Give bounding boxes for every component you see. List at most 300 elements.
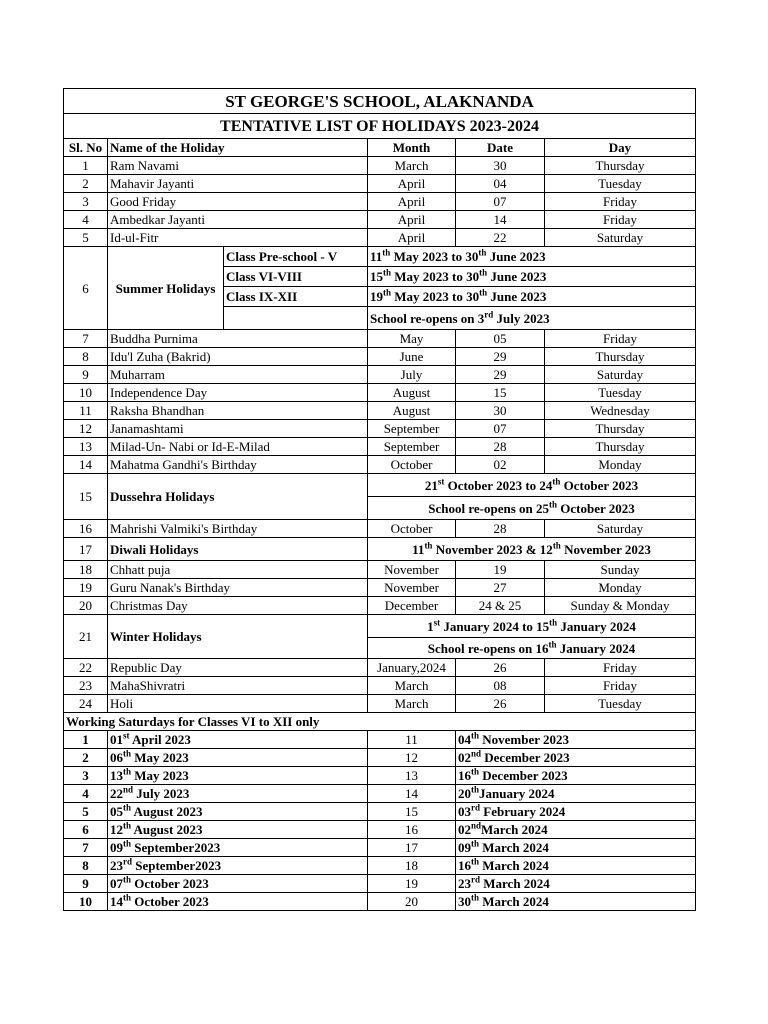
school-name: ST GEORGE'S SCHOOL, ALAKNANDA [64, 89, 696, 114]
ordinal-suffix: th [479, 267, 488, 278]
day-number: 07 [110, 876, 123, 891]
holiday-date: 19 [456, 561, 545, 579]
holiday-name: MahaShivratri [108, 677, 368, 695]
working-no: 11 [368, 731, 456, 749]
ordinal-suffix: st [437, 476, 445, 487]
working-date [108, 731, 368, 749]
working-no: 13 [368, 767, 456, 785]
holiday-date: 30 [456, 157, 545, 175]
working-saturday-row [64, 821, 696, 839]
ordinal-suffix: th [471, 784, 480, 795]
holiday-day: Sunday [545, 561, 696, 579]
holiday-month: November [368, 561, 456, 579]
ordinal-suffix: th [549, 617, 558, 628]
range-text: June 2023 [486, 249, 546, 264]
working-no: 17 [368, 839, 456, 857]
sl-no: 12 [64, 420, 108, 438]
working-date [108, 749, 368, 767]
working-no: 7 [64, 839, 108, 857]
holiday-month: April [368, 193, 456, 211]
working-no: 19 [368, 875, 456, 893]
ordinal-suffix: rd [471, 874, 480, 885]
sl-no: 17 [64, 538, 108, 561]
working-date [456, 821, 696, 839]
holiday-name: Mahavir Jayanti [108, 175, 368, 193]
holiday-name: Dussehra Holidays [108, 474, 368, 520]
holiday-date: 07 [456, 420, 545, 438]
sl-no: 6 [64, 247, 108, 330]
sl-no: 7 [64, 330, 108, 348]
holiday-row [64, 597, 696, 615]
holiday-document [63, 88, 695, 911]
ordinal-suffix: nd [471, 820, 482, 831]
ordinal-suffix: th [471, 838, 480, 849]
holiday-month: April [368, 175, 456, 193]
working-saturday-row [64, 731, 696, 749]
ordinal-suffix: th [552, 476, 561, 487]
holiday-day: Saturday [545, 520, 696, 538]
summer-date-range [368, 247, 696, 267]
working-date [456, 767, 696, 785]
holiday-name: Mahrishi Valmiki's Birthday [108, 520, 368, 538]
holiday-row [64, 520, 696, 538]
holiday-day: Saturday [545, 229, 696, 247]
working-date [108, 785, 368, 803]
sl-no: 24 [64, 695, 108, 713]
holiday-row [64, 330, 696, 348]
range-text: October 2023 to 24 [444, 477, 553, 493]
holiday-date: 15 [456, 384, 545, 402]
day-number: 22 [110, 786, 123, 801]
day-number: 23 [110, 858, 123, 873]
day-number: 02 [458, 750, 471, 765]
range-text: May 2023 to 30 [391, 269, 480, 284]
holiday-month: August [368, 384, 456, 402]
working-saturday-row [64, 839, 696, 857]
day-number: 13 [110, 768, 123, 783]
range-text: May 2023 to 30 [391, 289, 480, 304]
holiday-month: May [368, 330, 456, 348]
working-no: 9 [64, 875, 108, 893]
holiday-name: Independence Day [108, 384, 368, 402]
holiday-date: 28 [456, 438, 545, 456]
day-number: 03 [458, 804, 471, 819]
working-saturday-row [64, 803, 696, 821]
holiday-date: 29 [456, 348, 545, 366]
holiday-row [64, 402, 696, 420]
holiday-month: August [368, 402, 456, 420]
holiday-date: 26 [456, 659, 545, 677]
range-text: October 2023 [560, 477, 639, 493]
holiday-date: 07 [456, 193, 545, 211]
ordinal-suffix: nd [471, 748, 482, 759]
holiday-row [64, 579, 696, 597]
working-saturday-row [64, 749, 696, 767]
diwali-row [64, 538, 696, 561]
sl-no: 16 [64, 520, 108, 538]
ordinal-suffix: th [123, 766, 132, 777]
sl-no: 23 [64, 677, 108, 695]
sl-no: 21 [64, 615, 108, 659]
date-text: January 2024 [479, 786, 555, 801]
reopen-text: January 2024 [556, 640, 636, 656]
holiday-day: Friday [545, 677, 696, 695]
range-text: November 2023 & 12 [432, 541, 553, 557]
sl-no: 4 [64, 211, 108, 229]
holiday-day: Monday [545, 456, 696, 474]
holiday-table [63, 88, 696, 911]
date-text: May 2023 [131, 750, 189, 765]
summer-date-range [368, 267, 696, 287]
date-text: March 2024 [480, 876, 550, 891]
holiday-name: Summer Holidays [108, 247, 224, 330]
holiday-row [64, 175, 696, 193]
holiday-date: 22 [456, 229, 545, 247]
holiday-date: 14 [456, 211, 545, 229]
sl-no: 13 [64, 438, 108, 456]
ordinal-suffix: th [123, 820, 132, 831]
ordinal-suffix: th [123, 802, 132, 813]
summer-date-range [368, 287, 696, 307]
ordinal-suffix: th [471, 856, 480, 867]
day-number: 21 [424, 477, 438, 493]
holiday-row [64, 229, 696, 247]
school-reopen [368, 638, 696, 659]
working-date [456, 749, 696, 767]
range-text: January 2024 to 15 [440, 618, 550, 634]
day-number: 15 [370, 269, 383, 284]
sl-no: 3 [64, 193, 108, 211]
holiday-row [64, 384, 696, 402]
sl-no: 14 [64, 456, 108, 474]
ordinal-suffix: th [383, 287, 392, 298]
sl-no: 9 [64, 366, 108, 384]
dussehra-date-range [368, 474, 696, 497]
holiday-day: Friday [545, 330, 696, 348]
ordinal-suffix: nd [123, 784, 134, 795]
date-text: March 2024 [481, 822, 548, 837]
school-reopen [368, 307, 696, 330]
date-text: September2023 [131, 840, 221, 855]
date-text: July 2023 [133, 786, 190, 801]
holiday-date: 05 [456, 330, 545, 348]
date-text: December 2023 [481, 750, 570, 765]
holiday-month: July [368, 366, 456, 384]
holiday-name: Raksha Bhandhan [108, 402, 368, 420]
ordinal-suffix: st [433, 617, 441, 628]
holiday-day: Thursday [545, 348, 696, 366]
working-date [108, 875, 368, 893]
ordinal-suffix: th [548, 499, 557, 510]
working-date [456, 731, 696, 749]
holiday-row [64, 659, 696, 677]
date-text: August 2023 [131, 822, 203, 837]
range-text: June 2023 [487, 289, 547, 304]
working-no: 15 [368, 803, 456, 821]
holiday-month: March [368, 695, 456, 713]
day-number: 16 [458, 858, 471, 873]
working-saturdays-title: Working Saturdays for Classes VI to XII only [64, 713, 696, 731]
holiday-month: November [368, 579, 456, 597]
dussehra-row [64, 474, 696, 497]
header-date: Date [456, 139, 545, 157]
working-date [108, 803, 368, 821]
holiday-day: Tuesday [545, 695, 696, 713]
holiday-month: April [368, 211, 456, 229]
working-date [456, 803, 696, 821]
ordinal-suffix: th [471, 766, 480, 777]
working-no: 18 [368, 857, 456, 875]
sl-no: 22 [64, 659, 108, 677]
holiday-date: 30 [456, 402, 545, 420]
day-number: 23 [458, 876, 471, 891]
holiday-name: Good Friday [108, 193, 368, 211]
holiday-name: Guru Nanak's Birthday [108, 579, 368, 597]
holiday-day: Wednesday [545, 402, 696, 420]
holiday-month: March [368, 677, 456, 695]
day-number: 19 [370, 289, 383, 304]
date-text: March 2024 [479, 858, 549, 873]
header-sl-no: Sl. No [64, 139, 108, 157]
header-day: Day [545, 139, 696, 157]
day-number: 16 [458, 768, 471, 783]
holiday-name: Christmas Day [108, 597, 368, 615]
date-text: November 2023 [479, 732, 570, 747]
school-reopen [368, 497, 696, 520]
working-saturdays-title-row [64, 713, 696, 731]
holiday-name: Republic Day [108, 659, 368, 677]
working-no: 16 [368, 821, 456, 839]
sl-no: 11 [64, 402, 108, 420]
holiday-day: Monday [545, 579, 696, 597]
holiday-date: 04 [456, 175, 545, 193]
holiday-name: Ambedkar Jayanti [108, 211, 368, 229]
working-no: 6 [64, 821, 108, 839]
working-no: 20 [368, 893, 456, 911]
holiday-day: Saturday [545, 366, 696, 384]
holiday-month: December [368, 597, 456, 615]
holiday-row [64, 193, 696, 211]
holiday-month: September [368, 420, 456, 438]
ordinal-suffix: rd [484, 309, 494, 320]
holiday-day: Friday [545, 211, 696, 229]
date-text: February 2024 [480, 804, 566, 819]
class-group: Class Pre-school - V [224, 247, 368, 267]
ordinal-suffix: th [479, 287, 488, 298]
summer-holiday-row [64, 247, 696, 267]
range-text: November 2023 [560, 541, 651, 557]
sl-no: 19 [64, 579, 108, 597]
working-saturday-row [64, 893, 696, 911]
holiday-date: 08 [456, 677, 545, 695]
working-saturday-row [64, 785, 696, 803]
day-number: 11 [370, 249, 383, 264]
date-text: May 2023 [131, 768, 189, 783]
holiday-name: Winter Holidays [108, 615, 368, 659]
ordinal-suffix: th [383, 267, 392, 278]
working-no: 1 [64, 731, 108, 749]
range-text: May 2023 to 30 [390, 249, 479, 264]
holiday-row [64, 211, 696, 229]
holiday-month: January,2024 [368, 659, 456, 677]
day-number: 20 [458, 786, 471, 801]
holiday-month: October [368, 456, 456, 474]
date-text: March 2024 [479, 840, 549, 855]
working-date [456, 839, 696, 857]
holiday-row [64, 366, 696, 384]
holiday-day: Friday [545, 193, 696, 211]
working-no: 12 [368, 749, 456, 767]
reopen-text: July 2023 [493, 310, 550, 326]
holiday-name: Muharram [108, 366, 368, 384]
working-date [108, 839, 368, 857]
winter-date-range [368, 615, 696, 638]
day-number: 11 [412, 541, 425, 557]
working-date [108, 857, 368, 875]
ordinal-suffix: th [123, 892, 132, 903]
list-title: TENTATIVE LIST OF HOLIDAYS 2023-2024 [64, 114, 696, 139]
holiday-row [64, 695, 696, 713]
holiday-name: Id-ul-Fitr [108, 229, 368, 247]
working-saturday-row [64, 875, 696, 893]
holiday-date: 27 [456, 579, 545, 597]
header-month: Month [368, 139, 456, 157]
holiday-row [64, 157, 696, 175]
working-no: 10 [64, 893, 108, 911]
ordinal-suffix: rd [123, 856, 132, 867]
winter-row [64, 615, 696, 638]
working-date [456, 785, 696, 803]
ordinal-suffix: th [471, 730, 480, 741]
ordinal-suffix: th [123, 874, 132, 885]
sl-no: 20 [64, 597, 108, 615]
ordinal-suffix: st [123, 730, 130, 741]
day-number: 01 [110, 732, 123, 747]
range-text: January 2024 [557, 618, 636, 634]
holiday-day: Thursday [545, 157, 696, 175]
ordinal-suffix: rd [471, 802, 480, 813]
working-saturday-row [64, 767, 696, 785]
working-date [456, 857, 696, 875]
ordinal-suffix: th [552, 540, 561, 551]
holiday-day: Thursday [545, 438, 696, 456]
day-number: 05 [110, 804, 123, 819]
holiday-day: Tuesday [545, 175, 696, 193]
ordinal-suffix: th [471, 892, 480, 903]
sl-no: 5 [64, 229, 108, 247]
holiday-month: October [368, 520, 456, 538]
day-number: 12 [110, 822, 123, 837]
ordinal-suffix: th [123, 748, 132, 759]
holiday-row [64, 420, 696, 438]
holiday-row [64, 348, 696, 366]
day-number: 06 [110, 750, 123, 765]
reopen-text: School re-opens on 16 [427, 640, 549, 656]
day-number: 30 [458, 894, 471, 909]
working-no: 2 [64, 749, 108, 767]
working-date [108, 767, 368, 785]
holiday-month: September [368, 438, 456, 456]
holiday-day: Tuesday [545, 384, 696, 402]
ordinal-suffix: th [123, 838, 132, 849]
date-text: October 2023 [131, 894, 209, 909]
empty-cell [224, 307, 368, 330]
holiday-date: 29 [456, 366, 545, 384]
diwali-dates [368, 538, 696, 561]
day-number: 09 [458, 840, 471, 855]
holiday-month: June [368, 348, 456, 366]
day-number: 14 [110, 894, 123, 909]
header-holiday-name: Name of the Holiday [108, 139, 368, 157]
ordinal-suffix: th [382, 247, 391, 258]
holiday-name: Holi [108, 695, 368, 713]
ordinal-suffix: th [478, 247, 487, 258]
working-saturday-row [64, 857, 696, 875]
holiday-date: 24 & 25 [456, 597, 545, 615]
reopen-text: School re-opens on 3 [370, 310, 485, 326]
holiday-day: Sunday & Monday [545, 597, 696, 615]
holiday-month: April [368, 229, 456, 247]
sl-no: 1 [64, 157, 108, 175]
working-no: 5 [64, 803, 108, 821]
holiday-name: Chhatt puja [108, 561, 368, 579]
holiday-name: Janamashtami [108, 420, 368, 438]
holiday-date: 26 [456, 695, 545, 713]
reopen-text: October 2023 [557, 500, 635, 516]
working-date [108, 893, 368, 911]
day-number: 09 [110, 840, 123, 855]
holiday-name: Diwali Holidays [108, 538, 368, 561]
working-date [456, 893, 696, 911]
date-text: December 2023 [479, 768, 568, 783]
day-number: 1 [427, 618, 434, 634]
day-number: 02 [458, 822, 471, 837]
holiday-date: 02 [456, 456, 545, 474]
holiday-date: 28 [456, 520, 545, 538]
holiday-name: Mahatma Gandhi's Birthday [108, 456, 368, 474]
working-no: 14 [368, 785, 456, 803]
sl-no: 15 [64, 474, 108, 520]
holiday-name: Idu'l Zuha (Bakrid) [108, 348, 368, 366]
day-number: 04 [458, 732, 471, 747]
holiday-row [64, 438, 696, 456]
holiday-name: Milad-Un- Nabi or Id-E-Milad [108, 438, 368, 456]
sl-no: 8 [64, 348, 108, 366]
holiday-name: Ram Navami [108, 157, 368, 175]
working-no: 4 [64, 785, 108, 803]
holiday-row [64, 561, 696, 579]
date-text: April 2023 [129, 732, 191, 747]
ordinal-suffix: th [548, 639, 557, 650]
ordinal-suffix: th [424, 540, 433, 551]
working-date [456, 875, 696, 893]
range-text: June 2023 [487, 269, 547, 284]
sl-no: 2 [64, 175, 108, 193]
holiday-row [64, 677, 696, 695]
holiday-day: Friday [545, 659, 696, 677]
sl-no: 10 [64, 384, 108, 402]
date-text: October 2023 [131, 876, 209, 891]
date-text: August 2023 [131, 804, 203, 819]
holiday-day: Thursday [545, 420, 696, 438]
reopen-text: School re-opens on 25 [428, 500, 549, 516]
working-no: 8 [64, 857, 108, 875]
class-group: Class VI-VIII [224, 267, 368, 287]
holiday-month: March [368, 157, 456, 175]
sl-no: 18 [64, 561, 108, 579]
working-no: 3 [64, 767, 108, 785]
working-date [108, 821, 368, 839]
